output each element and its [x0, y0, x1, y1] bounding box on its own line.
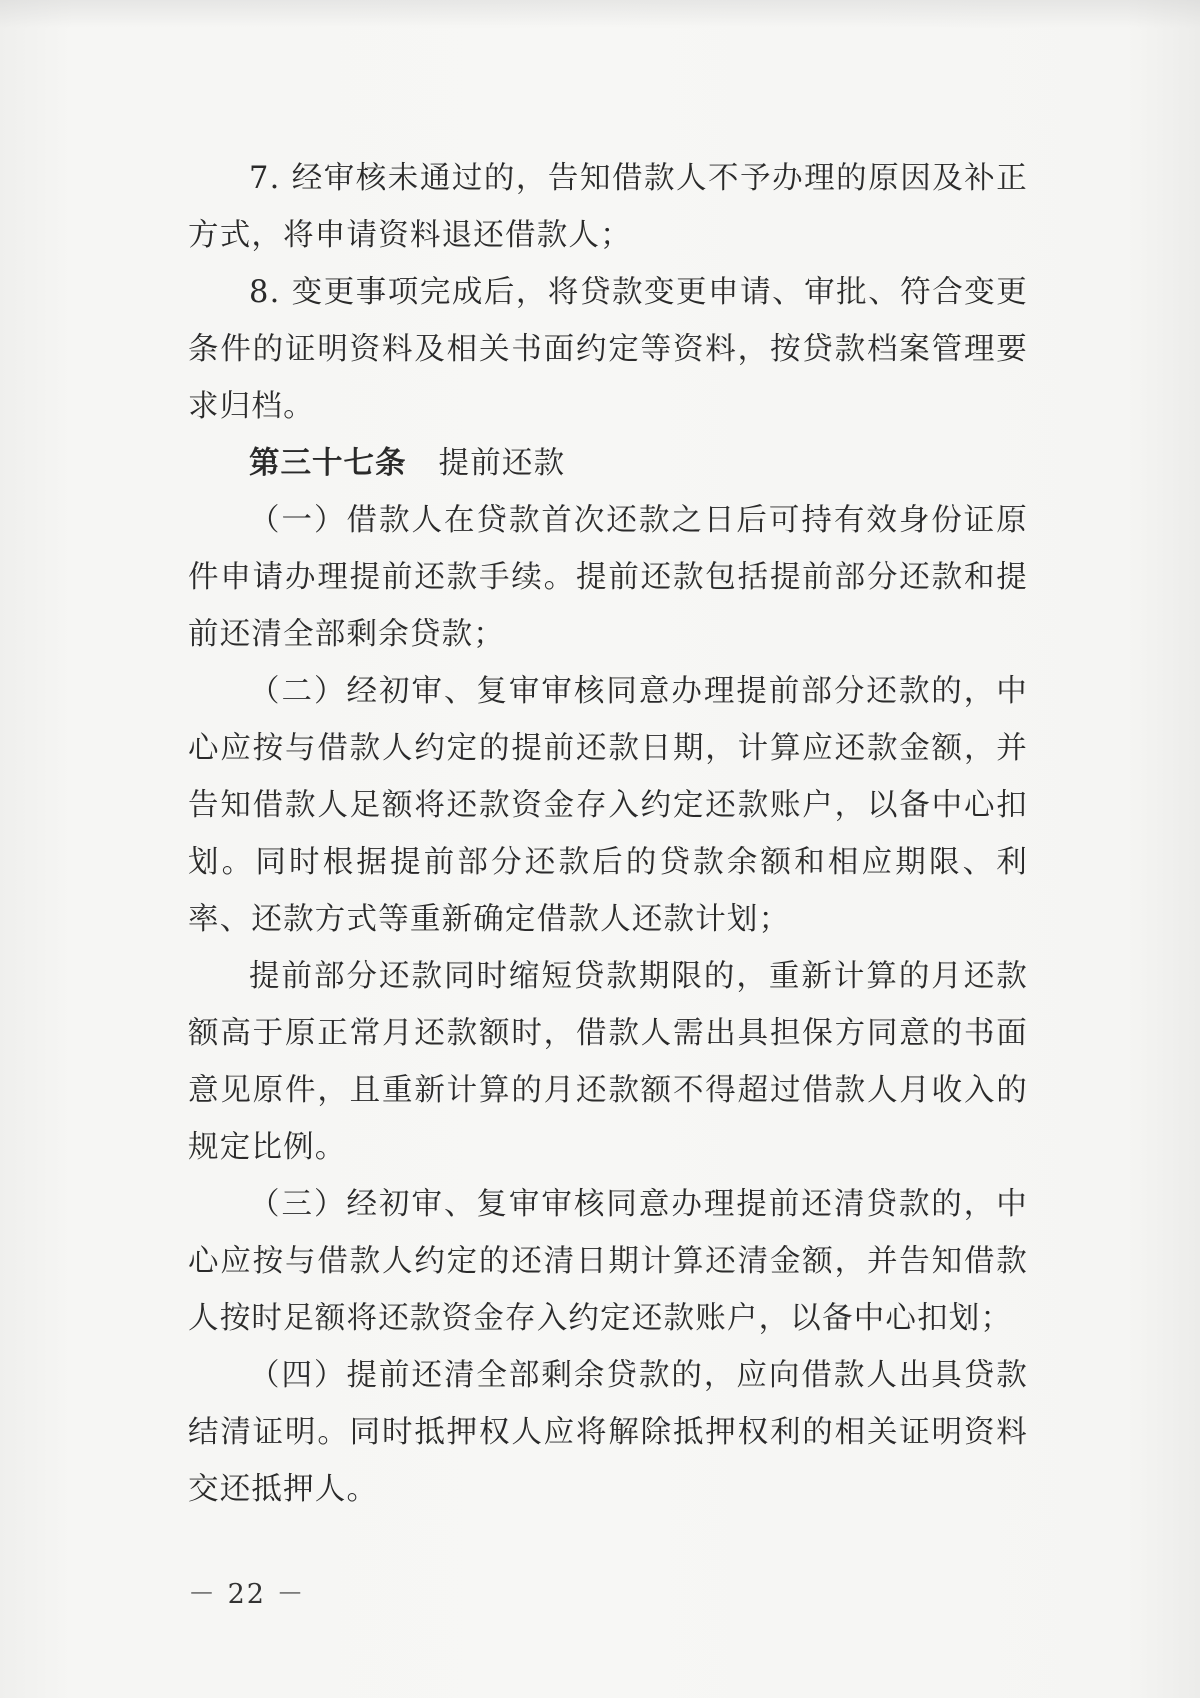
page-number: － 22 －	[188, 1579, 306, 1610]
article-number: 第三十七条	[249, 446, 407, 481]
scan-edge-shadow	[0, 0, 1200, 28]
paragraph-clause-2: （二）经初审、复审审核同意办理提前部分还款的，中心应按与借款人约定的提前还款日期，计算应还款金额，并告知借款人足额将还款资金存入约定还款账户，以备中心扣划。同时根据提前部分还款后的贷款余额和相应期限、利率、还款方式等重新确定借款人还款计划；	[188, 674, 1028, 937]
paragraph-item-8: 8. 变更事项完成后，将贷款变更申请、审批、符合变更条件的证明资料及相关书面约定等资料，按贷款档案管理要求归档。	[188, 275, 1028, 424]
paragraph-clause-1: （一）借款人在贷款首次还款之日后可持有效身份证原件申请办理提前还款手续。提前还款包括提前部分还款和提前还清全部剩余贷款；	[188, 503, 1028, 652]
paragraph-clause-4: （四）提前还清全部剩余贷款的，应向借款人出具贷款结清证明。同时抵押权人应将解除抵押权利的相关证明资料交还抵押人。	[188, 1358, 1028, 1507]
article-title: 提前还款	[438, 446, 566, 481]
paragraph-clause-3: （三）经初审、复审审核同意办理提前还清贷款的，中心应按与借款人约定的还清日期计算还清金额，并告知借款人按时足额将还款资金存入约定还款账户，以备中心扣划；	[188, 1187, 1028, 1336]
paragraph-clause-2-supplement: 提前部分还款同时缩短贷款期限的，重新计算的月还款额高于原正常月还款额时，借款人需出具担保方同意的书面意见原件，且重新计算的月还款额不得超过借款人月收入的规定比例。	[188, 959, 1028, 1165]
paragraph-item-7: 7. 经审核未通过的，告知借款人不予办理的原因及补正方式，将申请资料退还借款人；	[188, 161, 1028, 253]
article-heading	[188, 435, 1028, 492]
document-body	[188, 150, 1028, 1518]
